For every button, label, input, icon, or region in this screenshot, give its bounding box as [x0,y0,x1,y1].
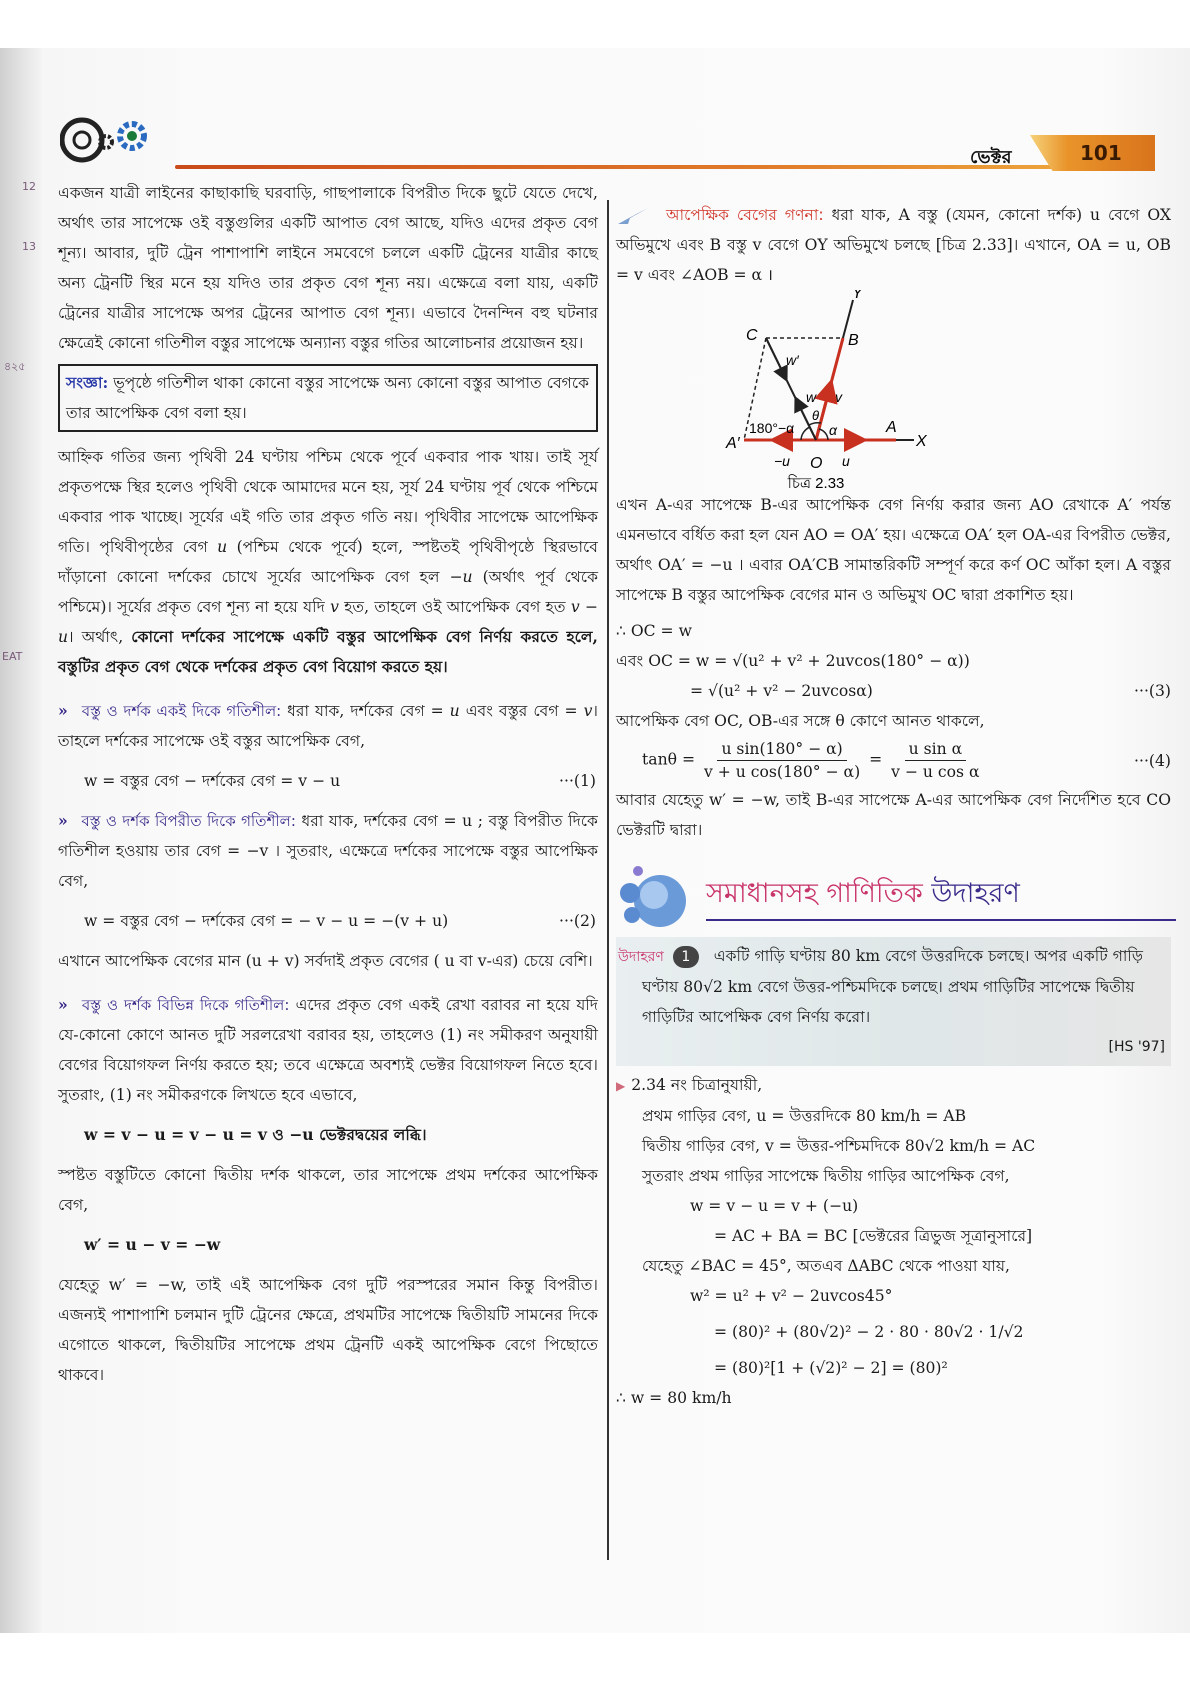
solution-line: প্রথম গাড়ির বেগ, u = উত্তরদিকে 80 km/h = AB [642,1107,967,1125]
scan-top-margin [0,0,1190,48]
exam-reference: [HS '97] [1108,1039,1165,1055]
oc-equals-w: ∴ OC = w [616,622,692,640]
definition-box [58,364,598,432]
fraction [704,738,860,783]
text-run: (অর্থাৎ পূর্ব থেকে পশ্চিমে)। সূর্যের প্রকৃত বেগ শূন্য না হয়ে যদি [58,568,598,616]
sun-paragraph [58,442,598,682]
label-w-prime: w′ [786,352,799,368]
co-vector-paragraph: আবার যেহেতু w′ = −w, তাই B-এর সাপেক্ষে A-এর আপেক্ষিক বেগ নির্দেশিত হবে CO ভেক্টরটি দ্বারা। [616,791,1171,839]
text-run: ধরা যাক, দর্শকের বেগ = u ; বস্তু বিপরীত দিকে গতিশীল হওয়ায় তার বেগ = −v । সুতরাং, এক্ষেত্রে দর্শকের সাপেক্ষে বস্তুর আপেক্ষিক বেগ, [58,812,598,890]
section-heading: আপেক্ষিক বেগের গণনা: [665,206,824,224]
column-divider [607,200,609,1560]
label-180-minus-alpha: 180°−α [749,420,795,436]
text-run: । তাহলে দর্শকের সাপেক্ষে ওই বস্তুর আপেক্ষিক বেগ, [58,702,598,750]
math-u: u [449,702,460,720]
chapter-title: ভেক্টর [970,147,1012,168]
margin-note: 13 [22,240,36,253]
text-run: এদের প্রকৃত বেগ একই রেখা বরাবর না হয়ে যদি যে-কোনো কোণে আনত দুটি সরলরেখা বরাবর হয়, তাহলেও (1) নং সমীকরণ অনুযায়ী বেগের বিয়োগফল নির্ণয় করতে হয়; তবে এক্ষেত্রে অবশ্যই ভেক্টর বিয়োগফল নিতে হবে। সুতরাং, (1) নং সমীকরণকে লিখতে হবে এভাবে, [58,996,598,1104]
equation-4 [616,738,1171,783]
fraction [891,738,979,783]
example-1-box [616,937,1171,1066]
solution-line: = AC + BA = BC [ভেক্টরের ত্রিভুজ সূত্রানুসারে] [714,1227,1033,1245]
vector-equation [58,1120,598,1150]
text-run: হত, তাহলে ওই আপেক্ষিক বেগ হত [344,598,566,616]
text-run: (পশ্চিম থেকে পূর্বে) হলে, স্পষ্টতই পৃথিবীপৃষ্ঠে স্থিরভাবে দাঁড়ানো কোনো দর্শকের চোখে সূর্যের আপেক্ষিক বেগ হল [58,538,598,586]
label-C: C [746,327,758,344]
example-number-badge: 1 [673,946,699,968]
equation-body: w = v − u = v − u = v ও −u ভেক্টরদ্বয়ের লব্ধি। [84,1125,427,1144]
solution-line: যেহেতু ∠BAC = 45°, অতএব ΔABC থেকে পাওয়া যায়, [642,1257,1010,1275]
text-run: । অর্থাৎ, [68,628,124,646]
case-same-direction [58,696,598,756]
chevron-right-icon: » [58,995,68,1014]
head-gears-logo-icon [60,112,200,168]
math-u: u [217,538,228,556]
solution-line: w² = u² + v² − 2uvcos45° [690,1287,893,1305]
solution-line: w = v − u = v + (−u) [690,1197,859,1215]
equation-3 [616,676,1171,706]
equation-number: ···(2) [559,912,596,930]
figure-2-33 [616,290,1171,490]
margin-note: ৪২৫ [4,360,26,373]
vector-diagram [616,290,1171,490]
label-B: B [848,332,859,349]
case-opposite-direction [58,806,598,896]
solved-examples-banner [616,861,1171,931]
case-heading: বস্তু ও দর্শক বিপরীত দিকে গতিশীল: [81,812,296,830]
equation-number: ···(3) [1134,682,1171,700]
margin-note: EAT [2,650,23,663]
text-run: আহ্নিক গতির জন্য পৃথিবী 24 ঘণ্টায় পশ্চিম থেকে পূর্বে একবার পাক খায়। তাই সূর্য প্রকৃতপক্ষে স্থির হলেও পৃথিবী থেকে আমাদের মনে হয়, সূর্য 24 ঘণ্টায় পূর্ব থেকে পশ্চিমে একবার পাক খাচ্ছে। সূর্যের এই গতি তার প্রকৃত গতি নয়। পৃথিবীর সাপেক্ষে আপেক্ষিক গতি। পৃথিবীপৃষ্ঠের বেগ [58,448,598,556]
page-gutter [0,48,42,1633]
solution-line: সুতরাং প্রথম গাড়ির সাপেক্ষে দ্বিতীয় গাড়ির আপেক্ষিক বেগ, [642,1167,1010,1185]
text-run: ধরা যাক, দর্শকের বেগ = [287,702,450,720]
equation-body: w′ = u − v = −w [84,1235,221,1254]
equation-1 [58,766,598,796]
page-number: 101 [1080,141,1122,165]
relative-velocity-intro [616,200,1171,290]
left-column [58,178,598,1390]
equation-body: w = বস্তুর বেগ − দর্শকের বেগ = − v − u = −(v + u) [84,912,449,930]
jet-plane-icon [616,206,650,226]
intro-paragraph: একজন যাত্রী লাইনের কাছাকাছি ঘরবাড়ি, গাছপালাকে বিপরীত দিকে ছুটে যেতে দেখে, অর্থাৎ তার সাপেক্ষে ওই বস্তুগুলির একটি আপাত বেগ আছে, যদিও এদের প্রকৃত বেগ শূন্য। আবার, দুটি ট্রেন পাশাপাশি লাইনে সমবেগে চললে একটি ট্রেনের যাত্রীর কাছে অন্য ট্রেনটি স্থির মনে হয় যদিও তার প্রকৃত বেগ শূন্য নয়। এক্ষেত্রে বলা যায়, একটি ট্রেনের যাত্রীর সাপেক্ষে অপর ট্রেনের আপাত বেগ শূন্য। এভাবে দৈনন্দিন বহু ঘটনার ক্ষেত্রেই কোনো গতিশীল বস্তুর সাপেক্ষে অন্যান্য বস্তুর গতির আলোচনার প্রয়োজন হয়। [58,184,598,352]
solution-answer: ∴ w = 80 km/h [616,1389,732,1407]
denominator: v + u cos(180° − α) [704,763,861,781]
solution-line [616,1070,1171,1101]
second-observer-paragraph: স্পষ্টত বস্তুটিতে কোনো দ্বিতীয় দর্শক থাকলে, তার সাপেক্ষে প্রথম দর্শকের আপেক্ষিক বেগ, [58,1166,598,1214]
scan-bottom-margin [0,1633,1190,1684]
math-minus-u: −u [449,568,473,586]
right-column [616,200,1171,1413]
case-heading: বস্তু ও দর্শক বিভিন্ন দিকে গতিশীল: [81,996,290,1014]
chevron-right-icon: » [58,701,68,720]
section-title [706,879,1020,909]
solution-text: 2.34 নং চিত্রানুযায়ী, [631,1076,763,1094]
text-run: এবং বস্তুর বেগ = [465,702,584,720]
label-v: v [835,389,842,405]
section-title-part: উদাহরণ [931,878,1020,909]
definition-label: সংজ্ঞা: [66,373,109,392]
solution-line: = (80)²[1 + (√2)² − 2] = (80)² [714,1359,948,1377]
trains-paragraph: যেহেতু w′ = −w, তাই এই আপেক্ষিক বেগ দুটি পরস্পরের সমান কিন্তু বিপরীত। এজন্যই পাশাপাশি চলমান দুটি ট্রেনের ক্ষেত্রে, প্রথমটির সাপেক্ষে দ্বিতীয়টি সামনের দিকে এগোতে থাকলে, দ্বিতীয়টির সাপেক্ষে প্রথম ট্রেনটি একই আপেক্ষিক বেগে পিছোতে থাকবে। [58,1276,598,1384]
denominator: v − u cos α [891,763,980,781]
label-u: u [842,453,850,469]
angle-paragraph: আপেক্ষিক বেগ OC, OB-এর সঙ্গে θ কোণে আনত থাকলে, [616,712,985,730]
tan-theta-lhs: tanθ = [642,750,696,769]
w-prime-equation [58,1230,598,1260]
numerator: u sin(180° − α) [717,738,846,761]
text-run: ধরা যাক, A বস্তু (যেমন, কোনো দর্শক) u বেগে OX অভিমুখে এবং B বস্তু v বেগে OY অভিমুখে চলছে [চিত্র 2.33]। এখানে, OA = u, OB = v এবং ∠AOB = α । [616,206,1171,284]
label-A-prime: A′ [726,435,740,452]
label-theta: θ [812,408,820,423]
label-w: w [806,389,817,405]
figure-caption: চিত্র 2.33 [787,475,845,490]
math-v: v [330,598,339,616]
equation-number: ···(4) [1134,751,1171,770]
equation-body: = √(u² + v² − 2uvcosα) [690,682,873,700]
example-text: একটি গাড়ি ঘণ্টায় 80 km বেগে উত্তরদিকে চলছে। অপর একটি গাড়ি ঘণ্টায় 80√2 km বেগে উত্তর-পশ্চিমদিকে চলছে। প্রথম গাড়িটির সাপেক্ষে দ্বিতীয় গাড়িটির আপেক্ষিক বেগ নির্ণয় করো। [642,947,1144,1026]
section-rule [706,919,1176,921]
numerator: u sin α [905,738,967,761]
label-A: A [886,419,897,436]
case-different-direction [58,990,598,1110]
section-title-part: সমাধানসহ গাণিতিক [706,878,923,909]
magnitude-equation: এবং OC = w = √(u² + v² + 2uvcos(180° − α)) [616,652,970,670]
example-label: উদাহরণ [618,949,664,965]
equation-body: w = বস্তুর বেগ − দর্শকের বেগ = v − u [84,772,341,790]
triangle-marker-icon: ▶ [616,1079,626,1093]
solution-line: = (80)² + (80√2)² − 2 · 80 · 80√2 · 1/√2 [714,1323,1024,1341]
equation-body: tanθ = $\frac{\text{u sin(180° − α)}}{\text{v + u cos(180° − α)}}$ = $\frac{\text{u sin α}}{\text{v − u cos α}}$ [642,740,980,781]
label-X: X [916,433,927,450]
bubbles-icon [616,863,694,931]
math-v-minus-u: v − u [58,598,598,646]
case-heading: বস্তু ও দর্শক একই দিকে গতিশীল: [81,702,282,720]
key-statement: কোনো দর্শকের সাপেক্ষে একটি বস্তুর আপেক্ষিক বেগ নির্ণয় করতে হলে, বস্তুটির প্রকৃত বেগ থেকে দর্শকের প্রকৃত বেগ বিয়োগ করতে হয়। [58,627,598,676]
equation-number: ···(1) [559,772,596,790]
chevron-right-icon: » [58,811,68,830]
magnitude-note: এখানে আপেক্ষিক বেগের মান (u + v) সর্বদাই প্রকৃত বেগের ( u বা v-এর) চেয়ে বেশি। [58,952,593,970]
label-Y: Y [852,290,863,302]
definition-text: ভূপৃষ্ঠে গতিশীল থাকা কোনো বস্তুর সাপেক্ষে অন্য কোনো বস্তুর আপাত বেগকে তার আপেক্ষিক বেগ বলা হয়। [66,374,590,422]
label-alpha: α [829,422,837,438]
solution-line: দ্বিতীয় গাড়ির বেগ, v = উত্তর-পশ্চিমদিকে 80√2 km/h = AC [642,1137,1036,1155]
margin-note: 12 [22,180,36,193]
solution [616,1070,1171,1413]
parallelogram-paragraph: এখন A-এর সাপেক্ষে B-এর আপেক্ষিক বেগ নির্ণয় করার জন্য AO রেখাকে A′ পর্যন্ত এমনভাবে বর্ধিত করা হল যেন AO = OA′ হয়। এক্ষেত্রে OA′ হল OA-এর বিপরীত ভেক্টর, অর্থাৎ OA′ = −u । এবার OA′CB সামান্তরিকটি সম্পূর্ণ করে কর্ণ OC আঁকা হল। A বস্তুর সাপেক্ষে B বস্তুর আপেক্ষিক বেগের মান ও অভিমুখ OC দ্বারা প্রকাশিত হয়। [616,496,1171,604]
label-O: O [810,455,823,472]
label-minus-u: −u [774,453,790,469]
equation-2 [58,906,598,936]
math-v: v [583,702,593,720]
